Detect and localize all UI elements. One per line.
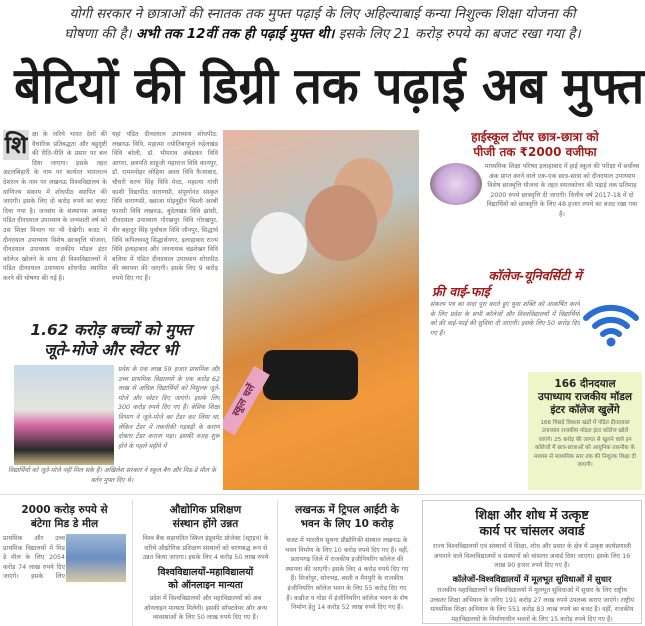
headline-line: 166 दीनदयाल <box>554 378 616 390</box>
shoes-text: प्रदेश के एक लाख 59 हजार प्राथमिक और उच्च प्राथमिक विद्यालयों के एक करोड़ 62 लाख से अधिक विद्यार्थियों को निशुल्क जूते-मोजे और स्वेटर दिए जाएंगे। इसके लिए 300 करोड़ रुपये दिए गए हैं। बेसिक शिक्षा विभाग ने जूते-मोजे का टेंडर कर लिया था, लेकिन टेंडर में तकनीकी गड़बड़ी के कारण दोबारा टेंडर कराना पड़ा। इसकी वजह शुरू होने के पहले महीने में <box>118 366 220 450</box>
headline-line: बंटेगा मिड डे मील <box>30 518 99 530</box>
headline-line: कॉलेज-यूनिवर्सिटी में <box>488 268 582 283</box>
model-college-headline <box>534 378 636 417</box>
photo-figure <box>251 212 307 274</box>
online-text: प्रदेश में विश्वविद्यालयों और महाविद्यालयों को अब ऑनलाइन मान्यता मिलेगी। इसकी सॉफ्टवेयर और अन्य व्यवस्थाओं के लिए 50 लाख रुपये दिए गए हैं। <box>143 595 268 622</box>
photo-sash: स्कूल चलें <box>223 366 270 436</box>
deck-summary <box>0 4 645 44</box>
award-headline <box>423 507 641 539</box>
headline-line: उपाध्याय राजकीय मॉडल <box>537 391 632 403</box>
iti-headline <box>138 503 273 531</box>
award-box <box>422 500 642 624</box>
wifi-icon <box>582 298 640 348</box>
article-text: क्षा के जरिये भारत देशों की वैचारिक प्रतिबद्धता और बहुदृष्टी की रीति-नीति के प्रसार पर बल दिया जाएगा। इसके तहत अटलबिहारी के नाम पर कार्यरत भारतरत्न देशरत्न के नाम पर लखनऊ विश्वविद्यालय के वाणिज्य संकाय में शोधपीठ स्थापित की जाएगी। इसके लिए दो करोड़ रुपये का बजट दिया गया है। जनसंघ के संस्थापक अध्यक्ष पंडित दीनदयाल उपाध्याय के जन्मशती वर्ष को उस शिक्षा विभाग पर भी देखेगी। बजट में दीनदयाल उपाध्याय विशेष छात्रवृत्ति योजना, दीनदयाल उपाध्याय राजकीय मॉडल इंटर कॉलेज खोलने के साथ ही विश्वविद्यालयों में पंडित दीनदयाल उपाध्याय शोधपीठ स्थापित करने की घोषणा की गई है। <box>3 131 107 282</box>
model-college-text: 166 पिछड़े विकास खंडों में पंडित दीनदयाल उपाध्याय राजकीय मॉडल इंटर कॉलेज खोले जाएंगे। 25 करोड़ की लागत से खुलने वाले इन कॉलेजों में छात्र-छात्राओं को आधुनिक तकनीक के माध्यम से माध्यमिक स्तर तक की निशुल्क शिक्षा दी जाएगी। <box>534 420 636 469</box>
divider <box>0 494 645 495</box>
midday-text <box>3 534 65 582</box>
infra-headline: कॉलेजों-विश्वविद्यालयों में मूलभूत सुविधाओं में सुधार <box>452 574 612 584</box>
main-photo <box>223 130 419 490</box>
iiit-headline <box>282 503 412 531</box>
deck-line-1: योगी सरकार ने छात्राओं की स्नातक तक मुफ्त पढ़ाई के लिए अहिल्याबाई कन्या निशुल्क शिक्षा योजना की <box>69 6 576 22</box>
headline-line: विश्वविद्यालयों-महाविद्यालयों <box>157 567 254 578</box>
shoes-caption: विद्यार्थियों को जूते-मोजे नहीं मिल सके हैं। अखिलेश सरकार ने स्कूल बैग और मिड-डे मील के बर्तन मुफ्त दिए थे। <box>8 467 216 484</box>
iti-text: विश्व बैंक सहायतित स्किल इंप्रूवमेंट प्रोजेक्ट (स्ट्राइव) के जरिये औद्योगिक प्रशिक्षण संस्थानों को चरणबद्ध रूप से उन्नत किया जाएगा। इसके लिए 4 करोड़ 50 लाख रुपये <box>142 535 269 562</box>
online-headline <box>138 566 273 592</box>
model-college-box <box>528 372 642 490</box>
headline-line: पीजी तक ₹2000 वजीफा <box>473 145 597 159</box>
midday-meal-photo <box>66 534 126 582</box>
main-headline: बेटियों की डिग्री तक पढ़ाई अब मुफ्त <box>14 57 645 115</box>
headline-line: को ऑनलाइन मान्यता <box>168 580 243 591</box>
midday-text-body: प्राथमिक और उच्च प्राथमिक विद्यालयों में मिड डे मील के लिए 2054 करोड़ 74 लाख रुपये दिए जाएंगे। इसके लिए <box>3 535 65 581</box>
topper-headline <box>428 130 642 160</box>
headline-line: औद्योगिक प्रशिक्षण <box>169 504 242 516</box>
column-divider <box>132 500 133 626</box>
headline-line: कार्य पर चांसलर अवार्ड <box>479 523 585 538</box>
headline-line: लखनऊ में ट्रिपल आईटी के <box>295 504 399 516</box>
iiit-text: बजट में भारतीय सूचना प्रौद्योगिकी संस्थान लखनऊ के भवन निर्माण के लिए 10 करोड़ रुपये दिए गए हैं। वहीं, प्रतापगढ़ जिले में राजकीय इंजीनियरिंग कॉलेज की स्थापना की जाएगी। इसके लिए 4 करोड़ रुपये दिए गए हैं। मिर्जापुर, सोनभद्र, बस्ती व मैनपुरी के राजकीय इंजीनियरिंग कॉलेज भवन के लिए 55 करोड़ दिए गए हैं। कन्नौज व गोंडा में इंजीनियरिंग कॉलेज भवन के शेष निर्माण हेतु 14 करोड़ 52 लाख रुपये दिए गए हैं। <box>285 537 409 612</box>
subhead-line: जूते-मोजे और स्वेटर भी <box>44 341 178 359</box>
students-photo <box>14 365 114 465</box>
infra-text: राजकीय महाविद्यालयों व विश्वविद्यालयों में मूलभूत सुविधाओं में सुधार के लिए राष्ट्रीय उच्चतर शिक्षा अभियान के जरिए 191 करोड़ 27 लाख रुपये उपलब्ध कराए जाएंगे। राष्ट्रीय माध्यमिक शिक्षा अभियान के लिए 551 करोड़ 83 लाख रुपये का बजट है। वहीं, राजकीय महाविद्यालयों के निर्माणाधीन भवनों के लिए 15 करोड़ रुपये दिए गए हैं। <box>430 587 634 623</box>
deck-text: इसके लिए 21 करोड़ रुपये का बजट रखा गया है। <box>334 26 581 42</box>
wifi-headline <box>428 268 642 300</box>
dropcap: शि <box>4 131 28 159</box>
headline-line: शिक्षा और शोध में उत्कृष्ट <box>475 507 589 522</box>
deck-text: घोषणा की है। <box>64 26 136 42</box>
headline-line: इंटर कॉलेज खुलेंगे <box>550 404 620 416</box>
wifi-text: संकल्प पत्र का वादा पूरा करते हुए युवा शक्ति को आकर्षित करने के लिए प्रदेश के सभी कॉलेजों और विश्वविद्यालयों में विद्यार्थियों को फ्री वाई-फाई की सुविधा दी जाएगी। इसके लिए 50 करोड़ दिए गए हैं। <box>430 301 580 337</box>
photo-bag <box>263 350 358 400</box>
headline-line: संस्थान होंगे उन्नत <box>172 518 239 530</box>
midday-headline <box>2 503 127 531</box>
headline-line: हाईस्कूल टॉपर छात्र-छात्रा को <box>471 130 599 144</box>
headline-line: भवन के लिए 10 करोड़ <box>300 518 394 530</box>
article-col-2: यहां पंडित दीनदयाल उपाध्याय शोधपीठ: लखनऊ विवि, महात्मा ज्योतिबाफुले रुहेलखंड विवि बरेली, डॉ. भीमराव अंबेडकर विवि आगरा, छत्रपति शाहूजी महाराज विवि कानपुर, डॉ. राममनोहर लोहिया अवध विवि फैजाबाद, चौधरी चरण सिंह विवि मेरठ, महात्मा गांधी काशी विद्यापीठ वाराणसी, संपूर्णानंद संस्कृत विवि वाराणसी, ख्वाजा मोइनुद्दीन चिश्ती अरबी फारसी विवि लखनऊ, बुंदेलखंड विवि झांसी, दीनदयाल उपाध्याय गोरखपुर विवि गोरखपुर, वीर बहादुर सिंह पूर्वांचल विवि जौनपुर, सिद्धार्थ विवि कपिलवस्तु सिद्धार्थनगर, इलाहाबाद राज्य विवि इलाहाबाद और जननायक चंद्रशेखर विवि बलिया में पंडित दीनदयाल उपाध्याय शोधपीठ की स्थापना की जाएगी। इसके लिए 9 करोड़ रुपये दिए गए हैं। <box>112 131 218 282</box>
headline-line: फ्री वाई-फाई <box>432 284 490 299</box>
deck-line-2 <box>0 24 645 44</box>
topper-text: माध्यमिक शिक्षा परिषद इलाहाबाद में हाई स्कूल की परीक्षा में सर्वोच्च अंक प्राप्त करने वाले एक-एक छात्र-छात्रा को दीनदयाल उपाध्याय विशेष छात्रवृत्ति योजना के तहत स्नातकोत्तर की पढ़ाई तक प्रतिमाह 2000 रुपये छात्रवृत्ति दी जाएगी। वित्तीय वर्ष 2017-18 में दो विद्यार्थियों को छात्रवृत्ति के लिए 48 हजार रुपये का बजट रखा गया है। <box>484 163 640 218</box>
article-col-1 <box>3 130 107 312</box>
photo-figure <box>305 185 377 261</box>
deck-bold-text: अभी तक 12वीं तक ही पढ़ाई मुफ्त थी। <box>135 26 335 42</box>
main-headline-wrap <box>0 52 645 122</box>
column-divider <box>277 500 278 626</box>
subhead-line: 1.62 करोड़ बच्चों को मुफ्त <box>30 321 192 339</box>
award-text: राज्य विश्वविद्यालयों एवं संस्थानों में शिक्षा, शोध और प्रसार के क्षेत्र में उत्कृष्ट कार्यप्रणाली अपनाने वाले विश्वविद्यालयों व संस्थानों को चांसलर अवार्ड दिया जाएगा। इसके लिए 16 लाख 90 हजार रुपये दिए गए हैं। <box>432 543 632 570</box>
headline-line: 2000 करोड़ रुपये से <box>21 504 108 516</box>
shoes-subhead <box>0 320 222 360</box>
currency-notes-image <box>430 163 482 205</box>
